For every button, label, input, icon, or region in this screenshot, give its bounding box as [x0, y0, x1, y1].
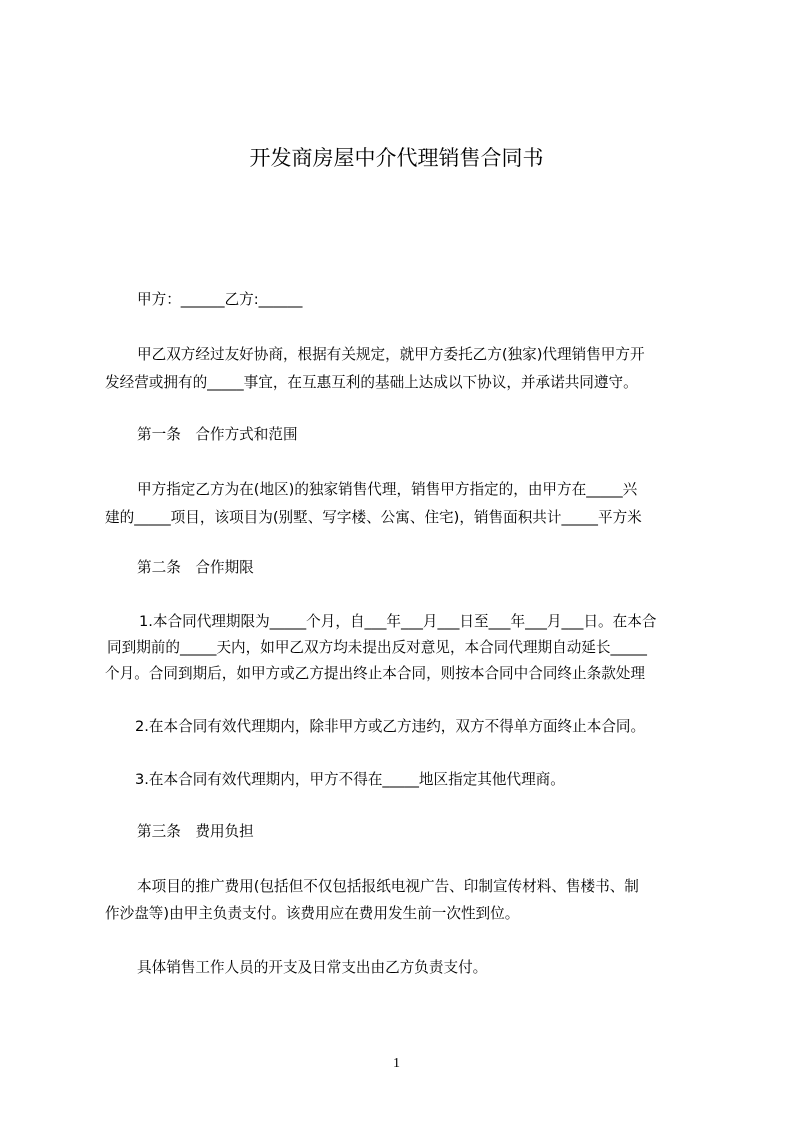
article3-heading: 第三条 费用负担 [137, 823, 254, 840]
article1-line-1: 甲方指定乙方为在(地区)的独家销售代理，销售甲方指定的，由甲方在_____兴 [137, 481, 638, 498]
article1-heading: 第一条 合作方式和范围 [137, 426, 298, 443]
intro-line-1: 甲乙双方经过友好协商，根据有关规定，就甲方委托乙方(独家)代理销售甲方开 [137, 346, 645, 363]
document-title: 开发商房屋中介代理销售合同书 [249, 146, 544, 170]
article1-line-2: 建的_____项目，该项目为(别墅、写字楼、公寓、住宅)，销售面积共计_____平方米 [105, 509, 642, 526]
article2-item1-line-3: 个月。合同到期后，如甲方或乙方提出终止本合同，则按本合同中合同终止条款处理 [105, 665, 645, 682]
parties-line: 甲方：______乙方:______ [137, 291, 303, 308]
article2-item2: 2.在本合同有效代理期内，除非甲方或乙方违约，双方不得单方面终止本合同。 [135, 718, 646, 735]
article3-line-2: 作沙盘等)由甲主负责支付。该费用应在费用发生前一次性到位。 [105, 905, 520, 922]
article2-item1-line-2: 同到期前的_____天内，如甲乙双方均未提出反对意见，本合同代理期自动延长_____ [107, 639, 647, 656]
article3-body2: 具体销售工作人员的开支及日常支出由乙方负责支付。 [137, 959, 488, 976]
article3-line-1: 本项目的推广费用(包括但不仅包括报纸电视广告、印制宣传材料、售楼书、制 [137, 878, 639, 895]
page-number: 1 [393, 1056, 400, 1071]
article2-item3: 3.在本合同有效代理期内，甲方不得在_____地区指定其他代理商。 [135, 771, 565, 788]
article2-heading: 第二条 合作期限 [137, 559, 254, 576]
article2-item1-line-1: 1.本合同代理期限为_____个月，自___年___月___日至___年___月___日。在本合 [139, 613, 657, 630]
intro-line-2: 发经营或拥有的_____事宜，在互惠互利的基础上达成以下协议，并承诺共同遵守。 [105, 374, 638, 391]
